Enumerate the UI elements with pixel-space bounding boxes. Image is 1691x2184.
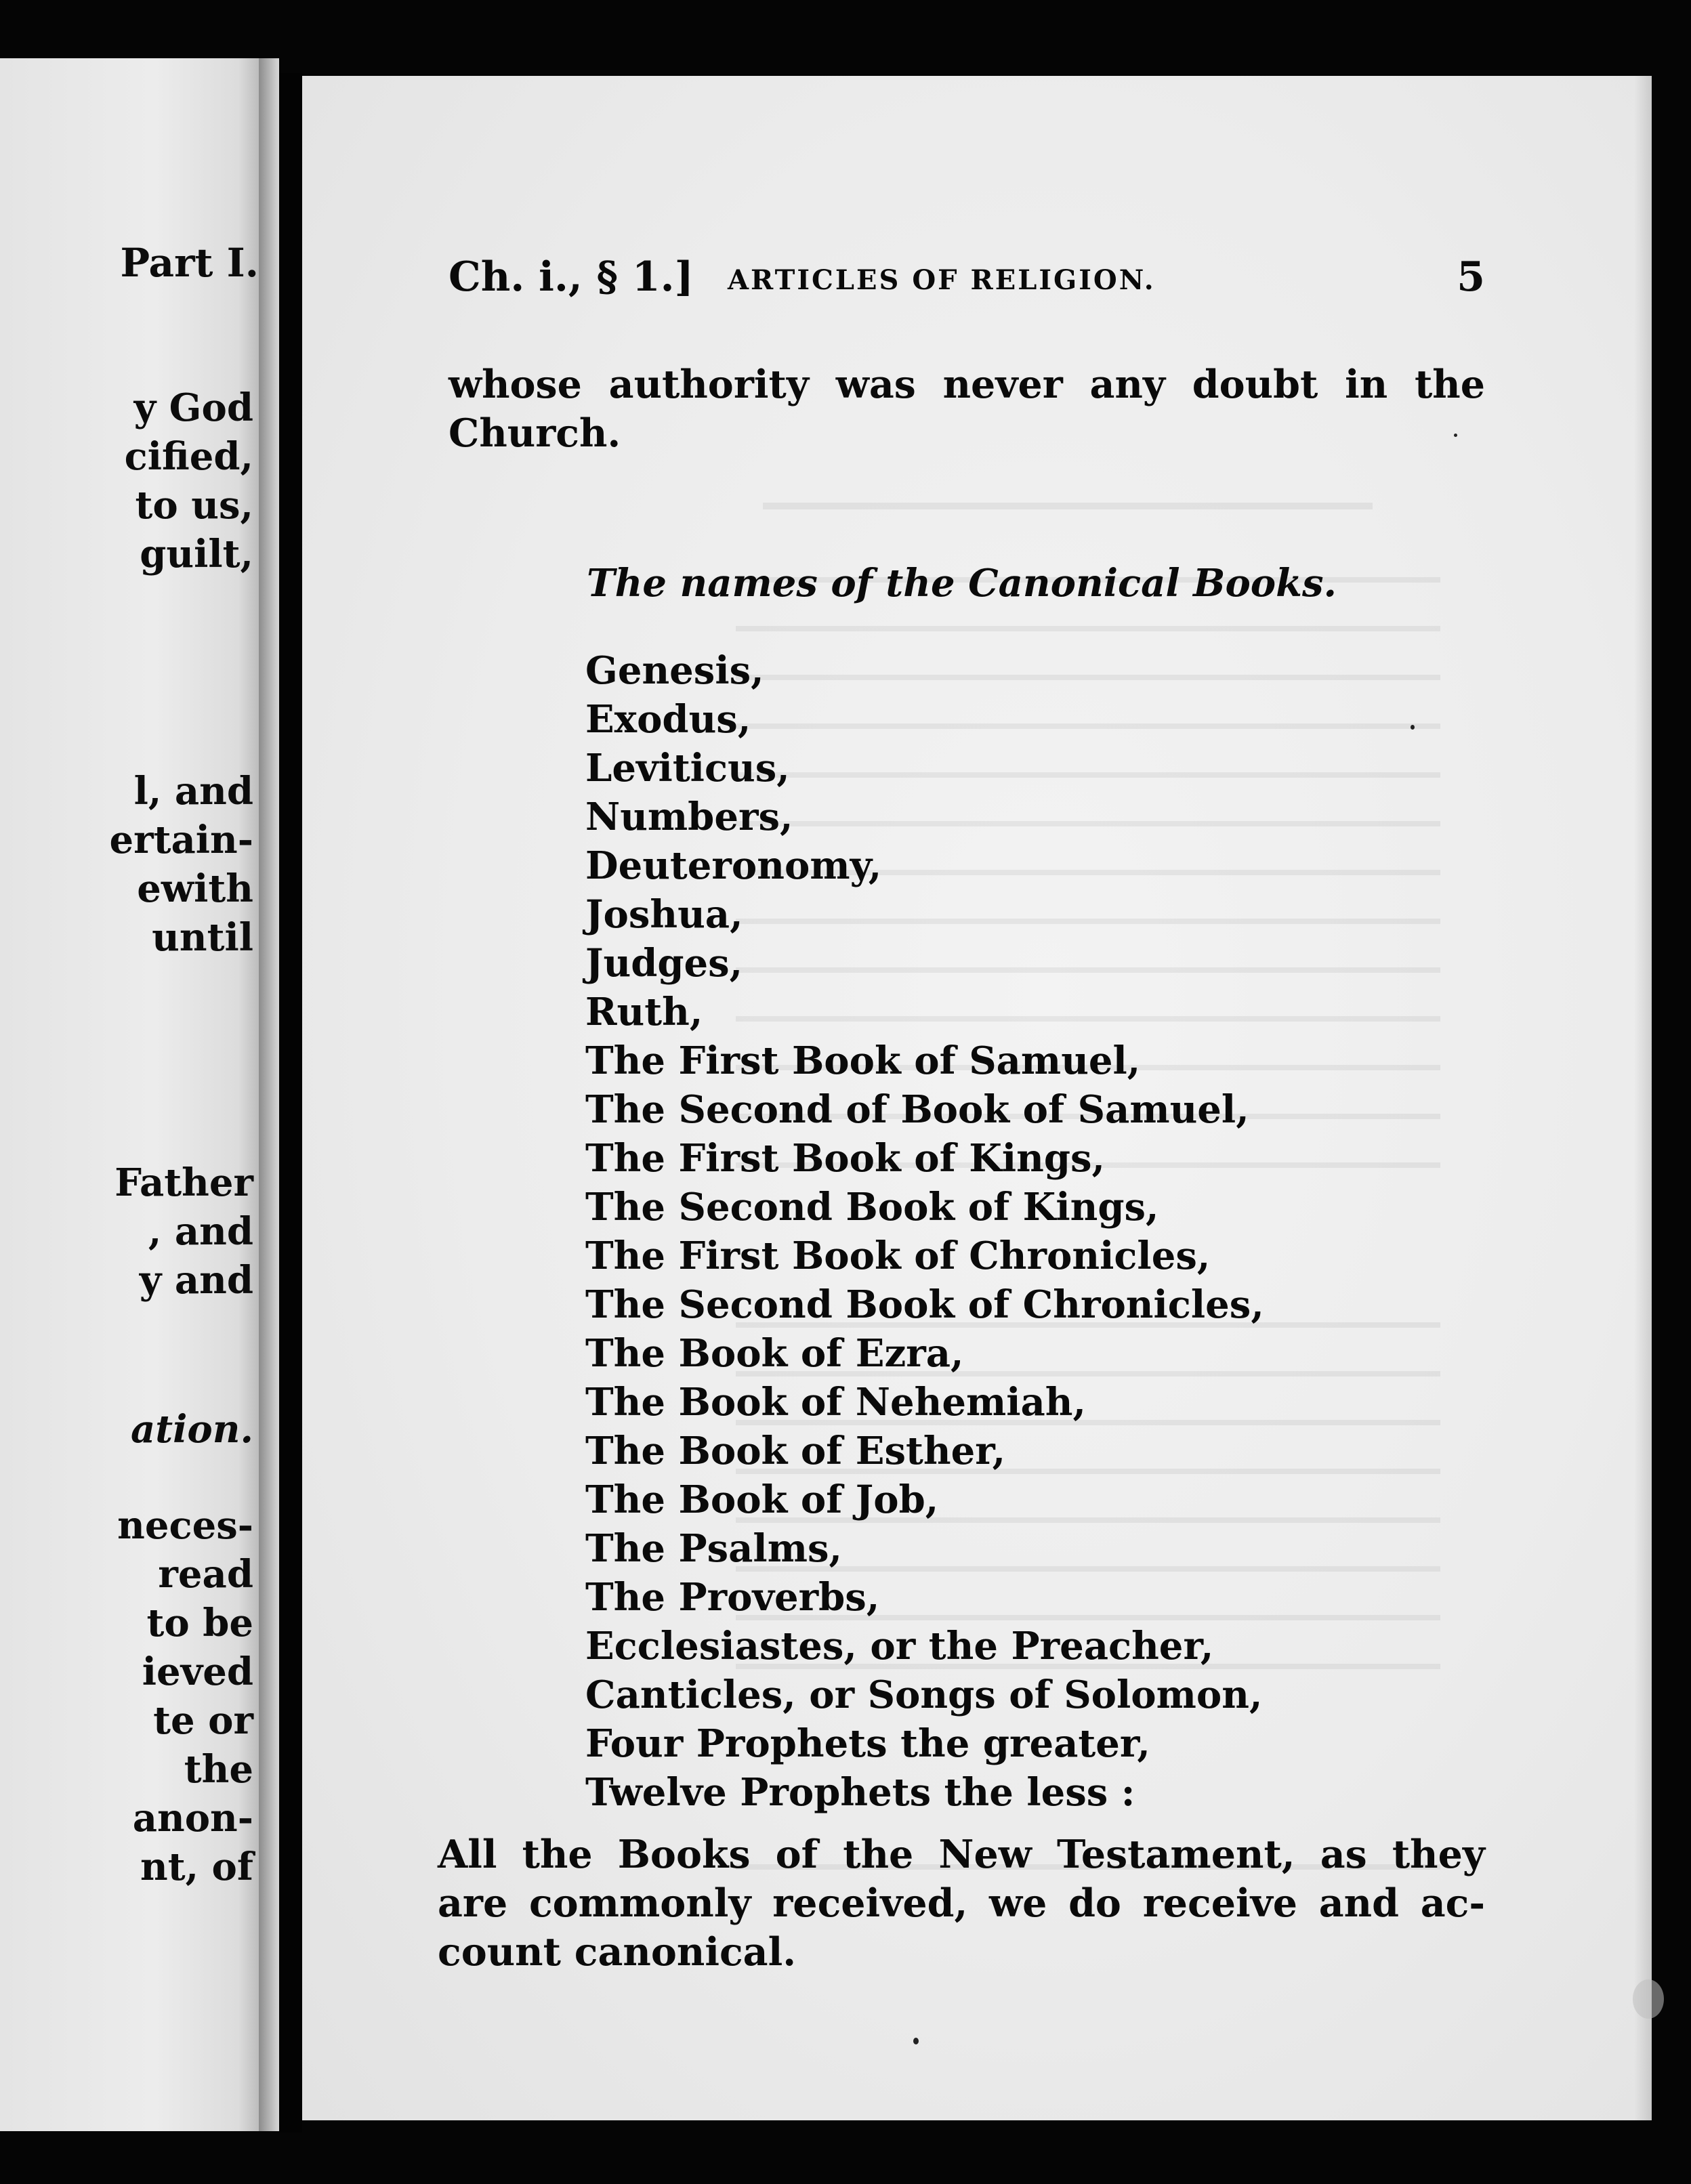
left-text-line: guilt, xyxy=(140,532,253,576)
margin-blot xyxy=(1633,1979,1664,2019)
left-text-line: y and xyxy=(139,1258,253,1303)
list-item: Ecclesiastes, or the Preacher, xyxy=(585,1624,1214,1668)
list-item: The Book of Ezra, xyxy=(585,1331,964,1376)
list-item: Exodus, xyxy=(585,697,751,742)
left-text-line: neces- xyxy=(117,1503,253,1548)
list-item: The Book of Job, xyxy=(585,1477,939,1522)
list-item: The Second Book of Kings, xyxy=(585,1185,1159,1230)
left-text-line: nt, of xyxy=(140,1845,253,1889)
running-title: ARTICLES OF RELIGION. xyxy=(728,264,1156,296)
page-gutter xyxy=(259,58,279,2131)
closing-line: All the Books of the New Testament, as they xyxy=(438,1832,1485,1877)
left-text-line: te or xyxy=(153,1698,253,1743)
left-text-line: y God xyxy=(133,385,253,430)
list-item: Deuteronomy, xyxy=(585,843,882,888)
list-item: Ruth, xyxy=(585,990,703,1034)
list-item: Twelve Prophets the less : xyxy=(585,1770,1135,1815)
closing-line: count canonical. xyxy=(438,1929,797,1975)
left-text-line: to be xyxy=(146,1601,253,1645)
list-item: The First Book of Kings, xyxy=(585,1136,1106,1181)
list-item: The Second of Book of Samuel, xyxy=(585,1087,1249,1132)
page-number: 5 xyxy=(1457,253,1485,301)
left-text-line: ertain- xyxy=(109,818,253,862)
left-text-line: read xyxy=(158,1552,253,1597)
previous-page-fragment xyxy=(0,58,259,2131)
list-item: The Book of Nehemiah, xyxy=(585,1380,1086,1425)
left-text-line: to us, xyxy=(135,483,253,528)
page-edge-shadow xyxy=(1634,76,1652,2120)
list-item: The Book of Esther, xyxy=(585,1429,1006,1473)
page xyxy=(302,76,1652,2120)
list-item: The First Book of Chronicles, xyxy=(585,1234,1211,1278)
list-item: The Psalms, xyxy=(585,1526,842,1571)
section-caption: The names of the Canonical Books. xyxy=(587,561,1337,606)
running-head xyxy=(448,253,1485,314)
list-item: Joshua, xyxy=(585,892,743,937)
left-text-line: Father xyxy=(114,1160,253,1205)
texture-band xyxy=(763,503,1373,509)
list-item: Numbers, xyxy=(585,795,793,839)
intro-line: Church. xyxy=(448,411,621,456)
intro-line: whose authority was never any doubt in the xyxy=(448,362,1485,407)
list-item: Judges, xyxy=(585,941,743,986)
left-text-line: cified, xyxy=(124,434,253,479)
left-text-line: ewith xyxy=(137,866,253,911)
list-item: Leviticus, xyxy=(585,746,790,791)
list-item: Four Prophets the greater, xyxy=(585,1721,1150,1766)
book-spine-shadow xyxy=(279,73,302,2133)
closing-line: are commonly received, we do receive and ac- xyxy=(438,1881,1485,1926)
texture-band xyxy=(736,626,1440,631)
list-item: The Second Book of Chronicles, xyxy=(585,1282,1264,1327)
list-item: Genesis, xyxy=(585,648,764,693)
list-item: The First Book of Samuel, xyxy=(585,1038,1141,1083)
left-text-line: until xyxy=(152,915,253,960)
left-italic-line: ation. xyxy=(131,1407,253,1452)
left-running-head: Part I. xyxy=(120,240,259,286)
ink-speck xyxy=(1454,434,1457,437)
left-text-line: ieved xyxy=(142,1650,253,1694)
canonical-books-list xyxy=(585,646,1264,1817)
ink-speck xyxy=(1411,725,1415,730)
left-text-line: the xyxy=(184,1747,253,1792)
list-item: Canticles, or Songs of Solomon, xyxy=(585,1673,1263,1717)
left-text-line: anon- xyxy=(132,1796,253,1841)
ink-speck xyxy=(913,2038,919,2044)
left-text-line: , and xyxy=(148,1209,253,1254)
left-text-line: l, and xyxy=(133,769,253,814)
list-item: The Proverbs, xyxy=(585,1575,880,1620)
chapter-section-ref: Ch. i., § 1.] xyxy=(448,253,694,301)
